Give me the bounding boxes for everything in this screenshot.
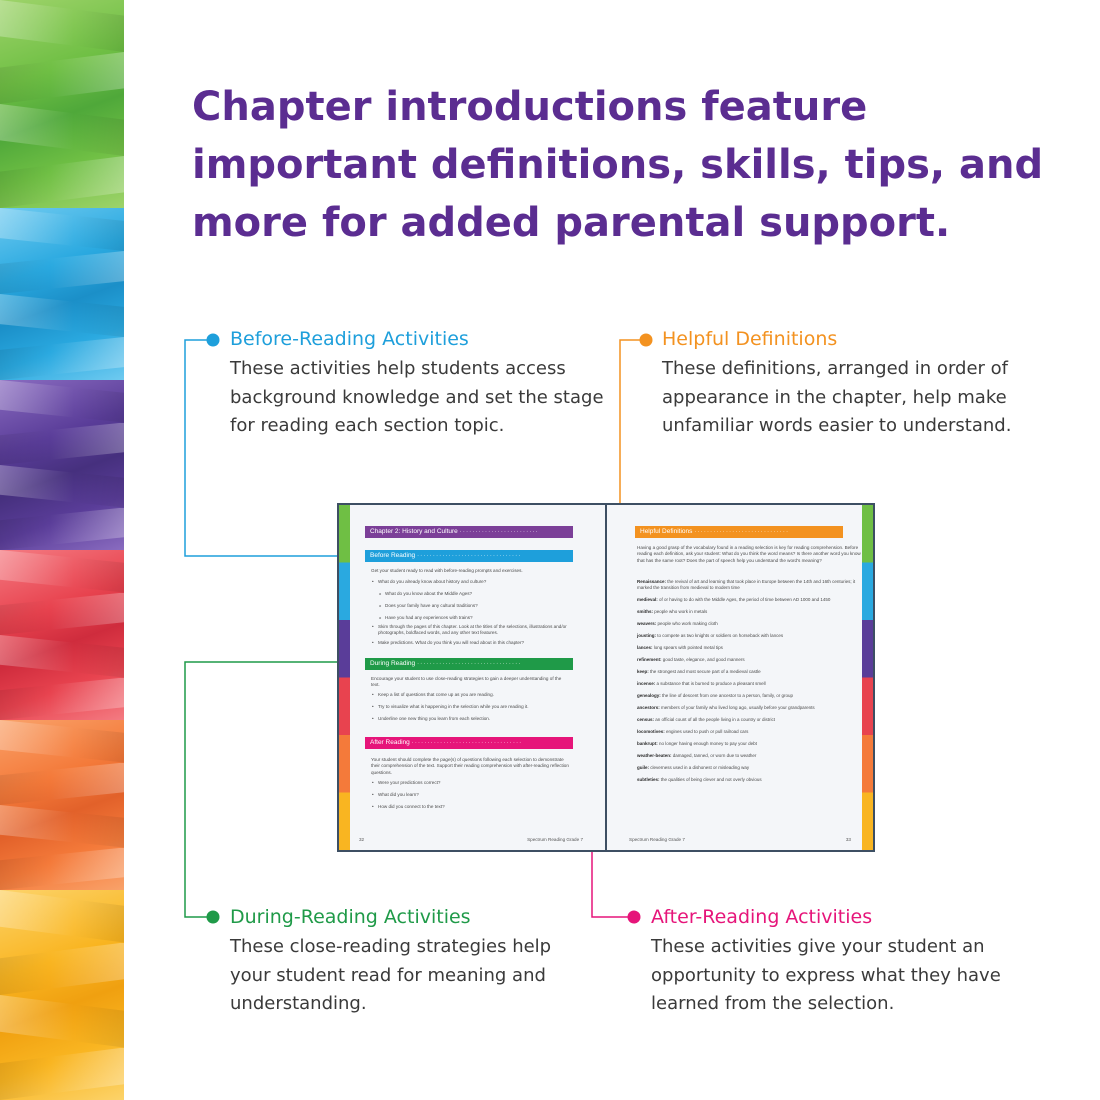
definition-text: cleverness used in a dishonest or misleading way bbox=[650, 765, 750, 770]
page-headline: Chapter introductions feature important definitions, skills, tips, and more for added parental support. bbox=[192, 84, 1044, 246]
chapter-title-bar: Chapter 2: History and Culture ························· bbox=[365, 526, 573, 538]
right-page-footer: Spectrum Reading Grade 7 bbox=[629, 837, 685, 842]
before-reading-bar: Before Reading ································· bbox=[365, 550, 573, 562]
after-reading-title: After-Reading Activities bbox=[651, 906, 873, 928]
definition-term: subtleties: bbox=[637, 777, 660, 782]
during-reading-intro: Encourage your student to use close-reading strategies to gain a deeper understanding of the text. bbox=[371, 676, 562, 688]
before-reading-body: These activities help students access background knowledge and set the stage for reading each section topic. bbox=[230, 358, 604, 436]
after-reading-list bbox=[371, 777, 571, 813]
definition-term: Renaissance: bbox=[637, 579, 667, 584]
chapter-title: Chapter 2: History and Culture bbox=[370, 528, 458, 535]
before-reading-skim: • Skim through the pages of this chapter. Look at the titles of the selections, illustrations and/or photographs, boldfaced words, and any other text features. bbox=[372, 624, 567, 636]
during-reading-bar: During Reading ································· bbox=[365, 658, 573, 670]
before-reading-title: Before-Reading Activities bbox=[230, 328, 469, 350]
definition-term: bankrupt: bbox=[637, 741, 658, 746]
definition-item bbox=[637, 669, 862, 675]
definition-item bbox=[637, 645, 862, 651]
after-reading-heading: After Reading bbox=[370, 739, 410, 746]
definition-term: medieval: bbox=[637, 597, 658, 602]
helpful-definitions-body: These definitions, arranged in order of appearance in the chapter, help make unfamiliar words easier to understand. bbox=[662, 358, 1012, 436]
definition-text: members of your family who lived long ago, usually before your grandparents bbox=[661, 705, 815, 710]
definition-text: the line of descent from one ancestor to a person, family, or group bbox=[662, 693, 794, 698]
definition-item bbox=[637, 597, 862, 603]
definition-text: the revival of art and learning that took place in Europe between the 14th and 16th centuries; it marked the transition from medieval to modern time bbox=[637, 579, 856, 590]
definition-item bbox=[637, 633, 862, 639]
definition-term: guile: bbox=[637, 765, 649, 770]
list-item: • Try to visualize what is happening in the selection while you are reading it. bbox=[371, 701, 571, 713]
definition-item bbox=[637, 693, 862, 699]
definition-term: census: bbox=[637, 717, 655, 722]
definition-term: weather-beaten: bbox=[637, 753, 672, 758]
definition-text: engines used to push or pull railroad cars bbox=[666, 729, 749, 734]
list-item: o Does your family have any cultural traditions? bbox=[371, 600, 571, 612]
definition-item bbox=[637, 621, 862, 627]
left-page-number: 32 bbox=[359, 837, 365, 842]
definition-term: smiths: bbox=[637, 609, 654, 614]
definition-term: lances: bbox=[637, 645, 653, 650]
helpful-definitions-bar: Helpful Definitions ······························ bbox=[635, 526, 843, 538]
definition-term: ancestors: bbox=[637, 705, 660, 710]
definition-item bbox=[637, 765, 862, 771]
definition-item bbox=[637, 705, 862, 711]
definitions-list bbox=[637, 579, 862, 789]
workbook-spread bbox=[337, 503, 875, 852]
definition-item bbox=[637, 609, 862, 615]
definition-term: genealogy: bbox=[637, 693, 661, 698]
helpful-definitions-dot bbox=[640, 334, 653, 347]
helpful-definitions-title: Helpful Definitions bbox=[662, 328, 838, 350]
after-reading-callout bbox=[651, 905, 1036, 1019]
definition-term: weavers: bbox=[637, 621, 657, 626]
definition-text: no longer having enough money to pay your debt bbox=[659, 741, 757, 746]
definition-item bbox=[637, 717, 862, 723]
list-item: • What did you learn? bbox=[371, 789, 571, 801]
definition-term: keep: bbox=[637, 669, 649, 674]
during-reading-list bbox=[371, 689, 571, 725]
definition-item bbox=[637, 753, 862, 759]
definition-text: a substance that is burned to produce a pleasant smell bbox=[656, 681, 766, 686]
helpful-definitions-heading: Helpful Definitions bbox=[640, 528, 693, 535]
definition-term: locomotives: bbox=[637, 729, 665, 734]
definition-text: good taste, elegance, and good manners bbox=[662, 657, 745, 662]
definition-term: refinement: bbox=[637, 657, 662, 662]
right-page-color-edge bbox=[862, 505, 873, 850]
definition-item bbox=[637, 579, 862, 591]
during-reading-dot bbox=[207, 911, 220, 924]
definition-text: the strongest and most secure part of a medieval castle bbox=[650, 669, 761, 674]
list-item: • Were your predictions correct? bbox=[371, 777, 571, 789]
helpful-definitions-callout bbox=[662, 327, 1037, 441]
list-item: • What do you already know about history and culture? bbox=[371, 576, 571, 588]
definitions-intro: Having a good grasp of the vocabulary found in a reading selection is key for reading comprehension. Before reading each definition, ask your student: What do you think the word means? Is there another word you know that has the same root? Does the part of speech help you understand the word's meaning? bbox=[637, 545, 861, 563]
definition-text: the qualities of being clever and not overly obvious bbox=[660, 777, 762, 782]
helpful-definitions-connector bbox=[620, 340, 662, 530]
left-page-color-edge bbox=[339, 505, 350, 850]
before-reading-heading: Before Reading bbox=[370, 552, 416, 559]
after-reading-body: These activities give your student an opportunity to express what they have learned from the selection. bbox=[651, 936, 1001, 1014]
during-reading-callout bbox=[230, 905, 580, 1019]
list-item: • Underline one new thing you learn from each selection. bbox=[371, 713, 571, 725]
definition-item bbox=[637, 741, 862, 747]
list-item: Make predictions. What do you think you will read about in this chapter? bbox=[378, 640, 525, 645]
after-reading-dot bbox=[628, 911, 641, 924]
list-item: o What do you know about the Middle Ages? bbox=[371, 588, 571, 600]
definition-item bbox=[637, 777, 862, 783]
right-page-number: 33 bbox=[845, 837, 851, 842]
during-reading-title: During-Reading Activities bbox=[230, 906, 471, 928]
definition-term: incense: bbox=[637, 681, 656, 686]
definition-item bbox=[637, 729, 862, 735]
before-reading-list bbox=[371, 576, 571, 624]
definition-item bbox=[637, 681, 862, 687]
definition-text: of or having to do with the Middle Ages, the period of time between AD 1000 and 1450 bbox=[659, 597, 831, 602]
definition-text: people who work making cloth bbox=[657, 621, 718, 626]
left-page-footer: Spectrum Reading Grade 7 bbox=[527, 837, 583, 842]
definition-text: long spears with pointed metal tips bbox=[653, 645, 723, 650]
before-reading-dot bbox=[207, 334, 220, 347]
definition-text: an official count of all the people living in a country or district bbox=[655, 717, 776, 722]
right-page bbox=[607, 505, 873, 850]
before-reading-callout bbox=[230, 327, 610, 441]
after-reading-intro: Your student should complete the page(s) of questions following each selection to demonstrate their comprehension of the text. Support their reading comprehension with after-reading reflection questions. bbox=[371, 757, 569, 775]
during-reading-heading: During Reading bbox=[370, 660, 416, 667]
during-reading-body: These close-reading strategies help your student read for meaning and understanding. bbox=[230, 936, 552, 1014]
definition-text: to compete as two knights or soldiers on horseback with lances bbox=[657, 633, 784, 638]
list-item: Skim through the pages of this chapter. Look at the titles of the selections, illustrations and/or photographs, boldfaced words, and any other text features. bbox=[378, 624, 567, 636]
before-reading-predict: • Make predictions. What do you think you will read about in this chapter? bbox=[372, 640, 525, 645]
definition-term: jousting: bbox=[637, 633, 656, 638]
list-item: • How did you connect to the text? bbox=[371, 801, 571, 813]
definition-text: damaged, tanned, or worn due to weather bbox=[672, 753, 757, 758]
before-reading-intro: Get your student ready to read with before-reading prompts and exercises. bbox=[371, 568, 523, 573]
after-reading-bar: After Reading ··································· bbox=[365, 737, 573, 749]
list-item: o Have you had any experiences with trains? bbox=[371, 612, 571, 624]
definition-item bbox=[637, 657, 862, 663]
definition-text: people who work in metals bbox=[654, 609, 708, 614]
left-page bbox=[339, 505, 605, 850]
list-item: • Keep a list of questions that come up as you are reading. bbox=[371, 689, 571, 701]
